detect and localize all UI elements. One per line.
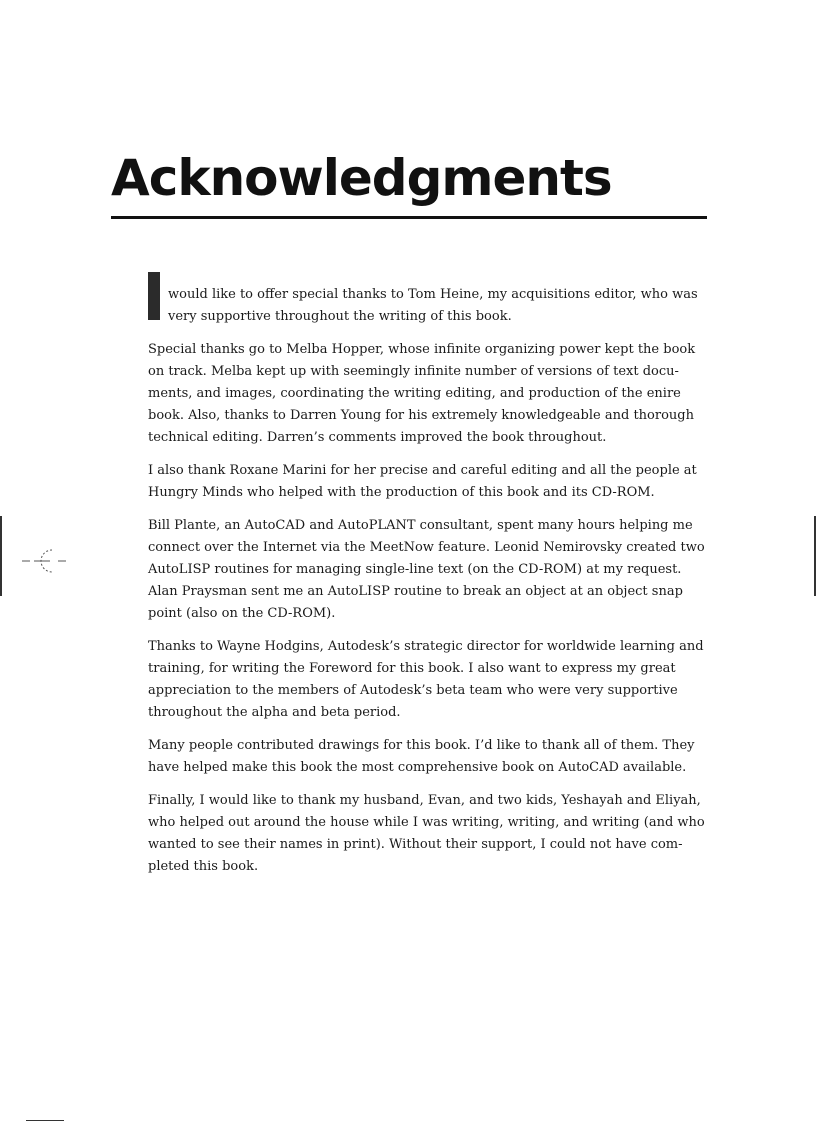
paragraph-line: Finally, I would like to thank my husband, Evan, and two kids, Yeshayah and Eliyah, [148,793,701,808]
paragraph-1 [148,284,710,328]
paragraph-line: technical editing. Darren’s comments improved the book throughout. [148,430,607,445]
paragraph-line: Thanks to Wayne Hodgins, Autodesk’s strategic director for worldwide learning and [148,639,704,654]
paragraph-line: point (also on the CD-ROM). [148,606,336,621]
paragraph-5 [148,636,710,724]
paragraph-line: on track. Melba kept up with seemingly infinite number of versions of text docu- [148,364,679,379]
paragraph-line: appreciation to the members of Autodesk’s beta team who were very supportive [148,683,678,698]
paragraph-line: wanted to see their names in print). Without their support, I could not have com- [148,837,683,852]
paragraph-line: very supportive throughout the writing of this book. [168,309,512,324]
footer-rule [26,1120,64,1121]
paragraph-line: Hungry Minds who helped with the production of this book and its CD-ROM. [148,485,655,500]
paragraph-line: Special thanks go to Melba Hopper, whose infinite organizing power kept the book [148,342,696,357]
drop-cap-letter [148,272,160,320]
left-margin-mark [0,516,2,596]
paragraph-line: Alan Praysman sent me an AutoLISP routine to break an object at an object snap [148,584,683,599]
paragraph-line: would like to offer special thanks to Tom Heine, my acquisitions editor, who was [168,287,698,302]
paragraph-line: throughout the alpha and beta period. [148,705,401,720]
paragraph-line: training, for writing the Foreword for this book. I also want to express my great [148,661,676,676]
body-text [148,284,710,889]
paragraph-3 [148,460,710,504]
paragraph-line: who helped out around the house while I was writing, writing, and writing (and who [148,815,705,830]
paragraph-line: ments, and images, coordinating the writing editing, and production of the enire [148,386,681,401]
paragraph-line: Many people contributed drawings for this book. I’d like to thank all of them. They [148,738,695,753]
paragraph-line: AutoLISP routines for managing single-line text (on the CD-ROM) at my request. [148,562,682,577]
paragraph-6 [148,735,710,779]
title-rule [111,216,707,219]
paragraph-7 [148,790,710,878]
paragraph-2 [148,339,710,449]
registration-mark-icon [22,546,68,576]
page-title: Acknowledgments [111,149,612,207]
paragraph-line: I also thank Roxane Marini for her precise and careful editing and all the people at [148,463,697,478]
paragraph-line: Bill Plante, an AutoCAD and AutoPLANT consultant, spent many hours helping me [148,518,693,533]
paragraph-line: pleted this book. [148,859,259,874]
paragraph-line: book. Also, thanks to Darren Young for his extremely knowledgeable and thorough [148,408,694,423]
paragraph-line: connect over the Internet via the MeetNow feature. Leonid Nemirovsky created two [148,540,705,555]
paragraph-line: have helped make this book the most comprehensive book on AutoCAD available. [148,760,687,775]
paragraph-4 [148,515,710,625]
